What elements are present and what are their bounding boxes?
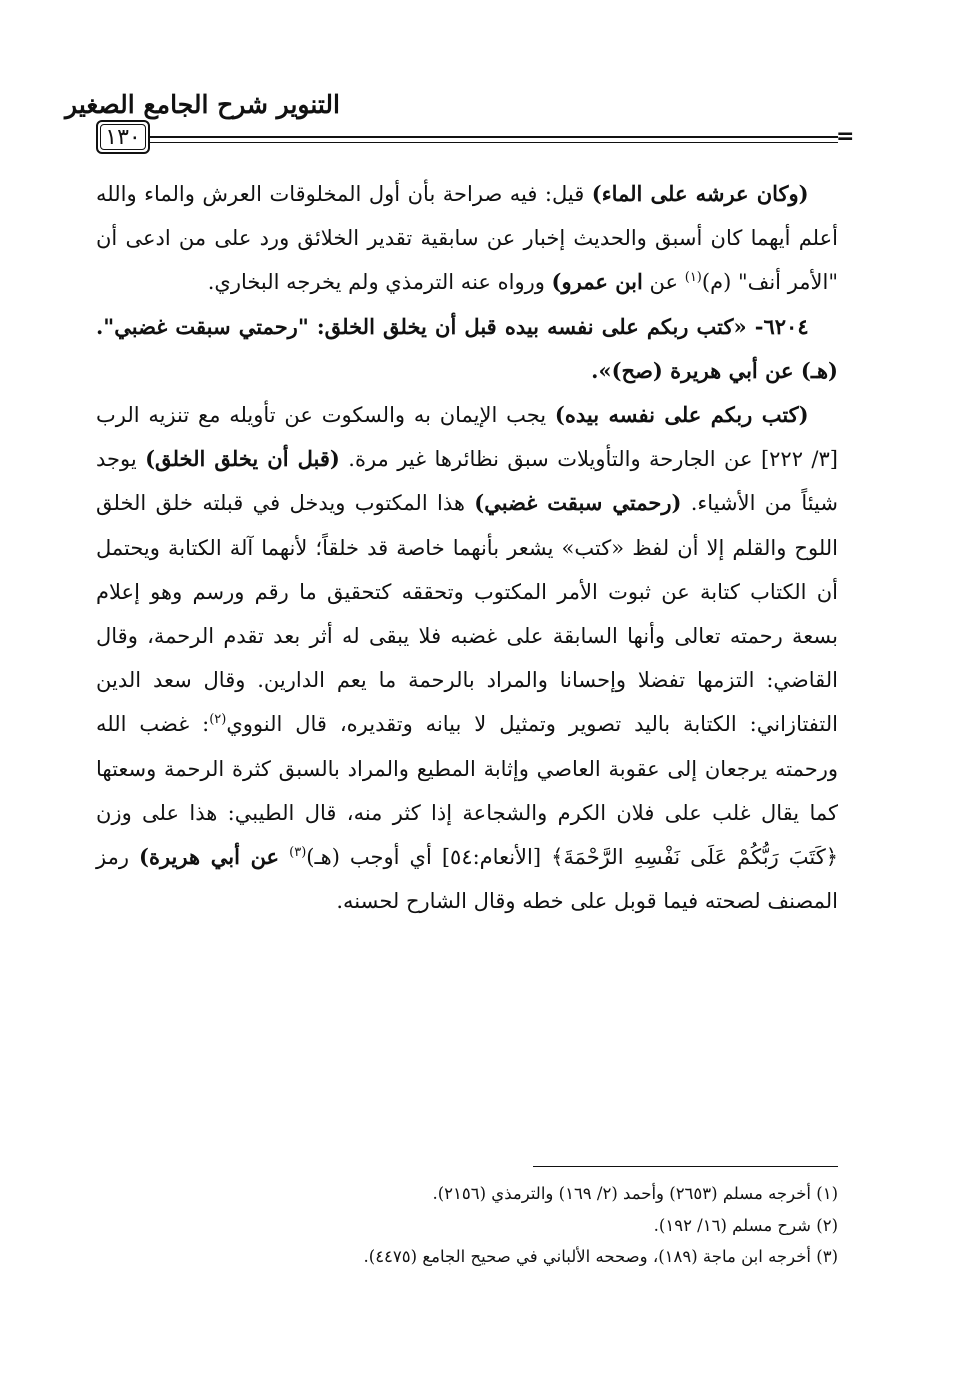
footnote-separator xyxy=(533,1166,838,1167)
continuation-mark: = xyxy=(836,124,855,149)
hadith-paragraph xyxy=(96,305,838,393)
text-run: قيل: فيه صراحة بأن أول المخلوقات العرش والماء والله أعلم أيهما كان أسبق والحديث إخبار عن سابقية تقدير الخلائق ورد على من ادعى أن "الأمر أنف" (م) xyxy=(96,182,838,295)
bold-phrase: عن أبي هريرة) xyxy=(139,844,280,870)
text-run: : غضب الله ورحمته يرجعان إلى عقوبة العاصي وإثابة المطيع والمراد بالسبق كثرة الرحمة وسعتها كما يقال غلب على فلان الكرم والشجاعة إذا كثر منه، قال الطيبي: هذا على وزن ﴿كَتَبَ رَبُّكُمْ عَلَى نَفْسِهِ الرَّحْمَةَ﴾ [الأنعام:٥٤] أي أوجب (هـ) xyxy=(96,712,839,870)
main-text xyxy=(96,172,838,923)
bold-phrase: (رحمتي سبقت غضبي) xyxy=(474,490,682,516)
footnote-2: (٢) شرح مسلم (١٦/ ١٩٢). xyxy=(653,1215,838,1235)
header-rule-bottom xyxy=(150,142,838,143)
bold-phrase: (قبل أن يخلق الخلق) xyxy=(145,446,340,472)
bold-phrase: ابن عمرو) xyxy=(551,269,643,295)
footnote-3: (٣) أخرجه ابن ماجة (١٨٩)، وصححه الألباني في صحيح الجامع (٤٤٧٥). xyxy=(363,1247,838,1266)
text-run: ورواه عنه الترمذي ولم يخرجه البخاري. xyxy=(207,270,552,295)
page-number xyxy=(96,120,150,154)
footnote-1: (١) أخرجه مسلم (٢٦٥٣) وأحمد (٢/ ١٦٩) والترمذي (٢١٥٦). xyxy=(432,1184,838,1203)
book-title: التنوير شرح الجامع الصغير xyxy=(65,90,340,119)
text-run: رمز المصنف لصحته فيما قوبل على خطه وقال الشارح لحسنه. xyxy=(96,845,838,914)
page-number-text: ١٣٠ xyxy=(105,124,141,150)
bold-phrase: (كتب ربكم على نفسه بيده) xyxy=(554,402,809,428)
text-run: هذا المكتوب ويدخل في قبلته خلق الخلق اللوح والقلم إلا أن لفظ «كتب» يشعر بأنهما خاصة قد خلقاً؛ لأنهما آلة الكتابة ويحتمل أن الكتاب كتابة عن ثبوت الأمر المكتوب وتحققه كتحقيق ما رقم ورسم وهو إعلام بسعة رحمته تعالى وأنها السابقة على غضبه فلا يبقى له أثر بعد تقدم الرحمة، وقال القاضي: التزمها تفضلا وإحسانا والمراد بالرحمة ما يعم الدارين. وقال سعد الدين التفتازاني: الكتابة باليد تصوير وتمثيل لا بيانه وتقديره، قال النووي xyxy=(96,491,838,737)
text-run xyxy=(279,845,289,869)
footnote-ref: (١) xyxy=(684,270,702,286)
text-run: عن xyxy=(642,270,685,295)
paragraph-3 xyxy=(96,393,838,923)
footnote-ref: (٣) xyxy=(289,845,307,861)
footnotes xyxy=(96,1178,838,1273)
text-run: يجب الإيمان به والسكوت عن تأويله مع تنزيه الرب [٣/ ٢٢٢] عن الجارحة والتأويلات سبق نظائرها غير مرة. xyxy=(96,403,838,472)
text-run: يوجد شيئاً من الأشياء. xyxy=(96,447,838,516)
hadith-text: ٦٢٠٤- «كتب ربكم على نفسه بيده قبل أن يخلق الخلق: "رحمتي سبقت غضبي". (هـ) عن أبي هريرة (صح)». xyxy=(96,313,838,383)
footnote-ref: (٢) xyxy=(209,712,227,728)
header-rule-top xyxy=(150,136,838,138)
bold-phrase: (وكان عرشه على الماء) xyxy=(591,181,809,206)
paragraph-1 xyxy=(96,172,838,305)
